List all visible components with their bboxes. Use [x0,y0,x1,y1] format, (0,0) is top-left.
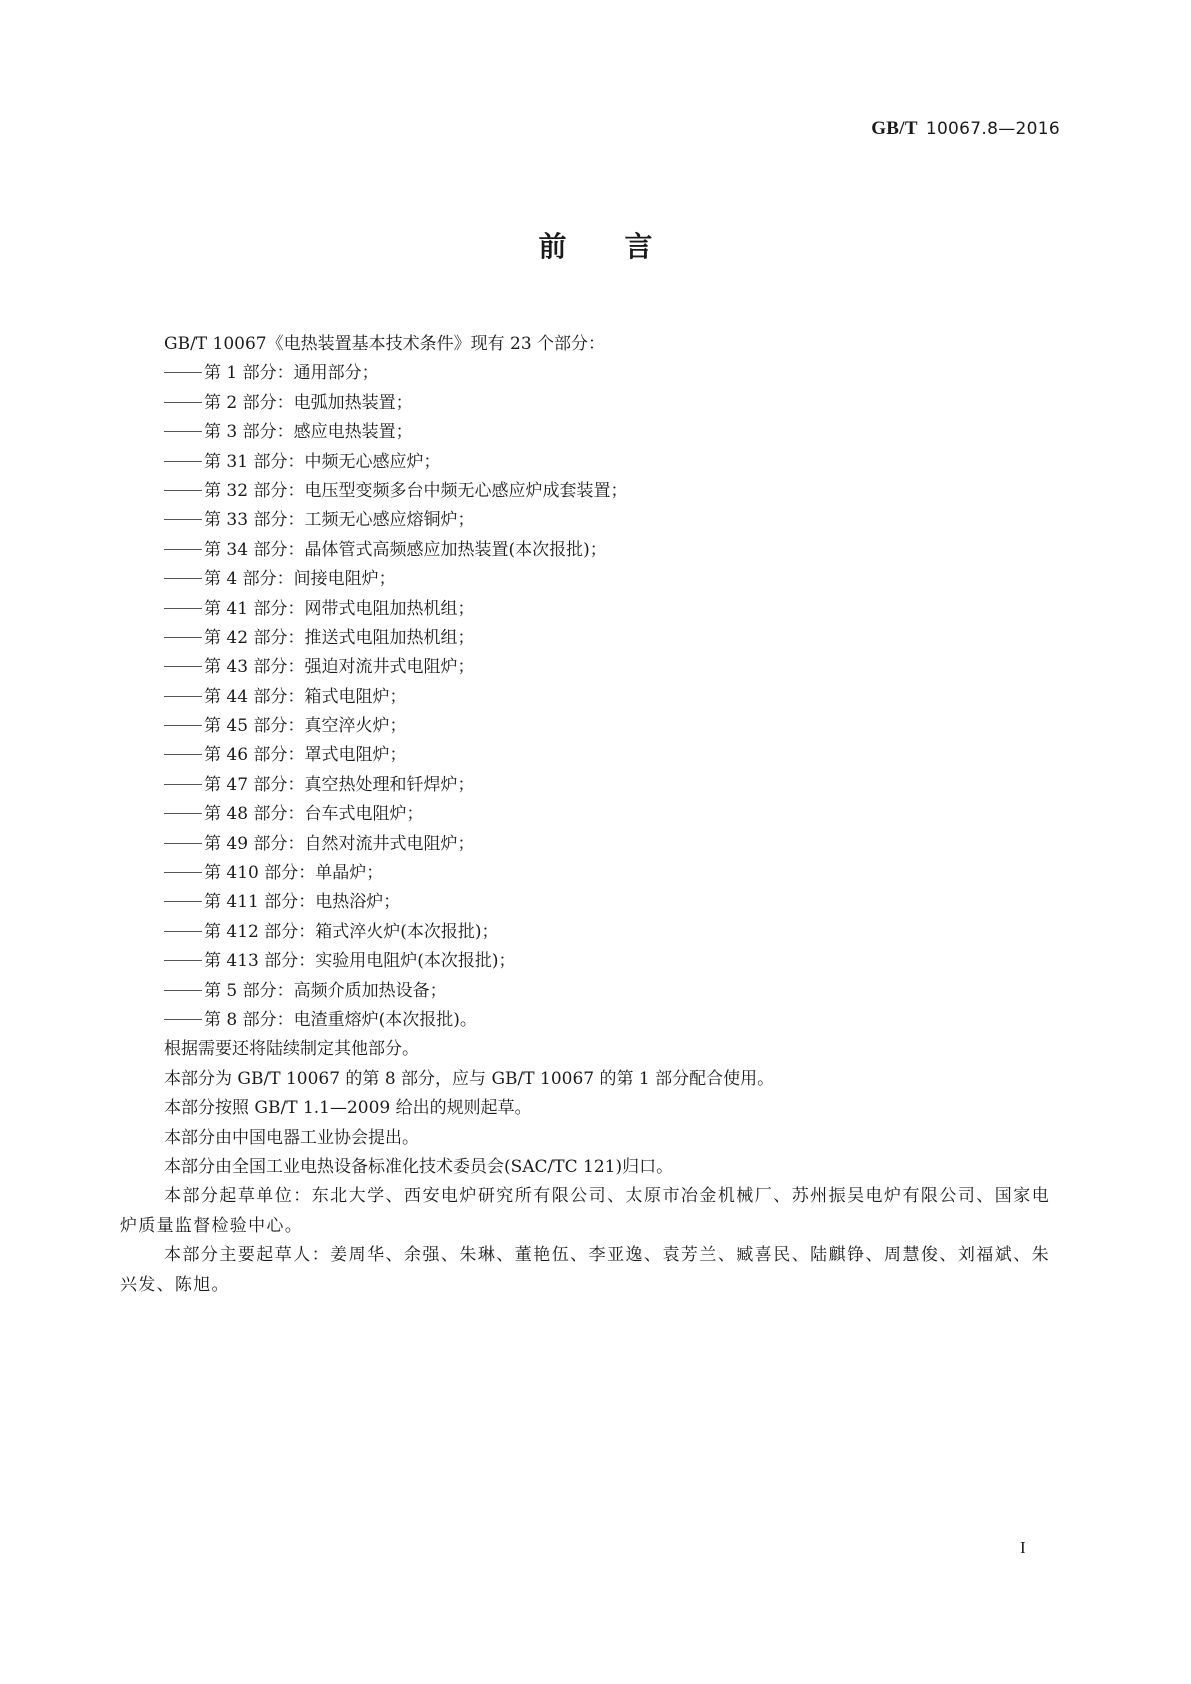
list-item: 第 5 部分：高频介质加热设备； [120,977,1050,1006]
paragraph-further-parts: 根据需要还将陆续制定其他部分。 [164,1039,419,1060]
dash-marker [164,461,202,462]
dash-marker [164,549,202,550]
paragraph-drafting-units: 本部分起草单位：东北大学、西安电炉研究所有限公司、太原市冶金机械厂、苏州振吴电炉有限公司、国家电炉质量监督检验中心。 [120,1186,1050,1236]
dash-marker [164,431,202,432]
list-item: 第 3 部分：感应电热装置； [120,418,1050,447]
dash-marker [164,813,202,814]
standard-prefix: GB/T [871,118,918,139]
list-item: 第 44 部分：箱式电阻炉； [120,683,1050,712]
dash-marker [164,872,202,873]
document-body [120,330,1050,1300]
title-char-1: 前 [538,230,567,263]
dash-marker [164,784,202,785]
dash-marker [164,402,202,403]
dash-marker [164,637,202,638]
list-item: 第 34 部分：晶体管式高频感应加热装置(本次报批)； [120,536,1050,565]
list-item: 第 31 部分：中频无心感应炉； [120,448,1050,477]
list-item: 第 47 部分：真空热处理和钎焊炉； [120,771,1050,800]
dash-marker [164,931,202,932]
dash-marker [164,372,202,373]
list-item: 第 412 部分：箱式淬火炉(本次报批)； [120,918,1050,947]
dash-marker [164,608,202,609]
page-number: I [1020,1538,1026,1557]
parts-list [120,359,1050,1035]
dash-marker [164,901,202,902]
list-item: 第 33 部分：工频无心感应熔铜炉； [120,506,1050,535]
list-item: 第 49 部分：自然对流井式电阻炉； [120,830,1050,859]
dash-marker [164,519,202,520]
dash-marker [164,960,202,961]
dash-marker [164,578,202,579]
dash-marker [164,666,202,667]
list-item: 第 43 部分：强迫对流井式电阻炉； [120,653,1050,682]
list-item: 第 410 部分：单晶炉； [120,859,1050,888]
standard-number: 10067.8—2016 [925,119,1060,139]
standard-code [871,118,1060,140]
list-item: 第 41 部分：网带式电阻加热机组； [120,595,1050,624]
list-item: 第 32 部分：电压型变频多台中频无心感应炉成套装置； [120,477,1050,506]
list-item: 第 46 部分：罩式电阻炉； [120,741,1050,770]
list-item: 第 1 部分：通用部分； [120,359,1050,388]
dash-marker [164,990,202,991]
list-item: 第 4 部分：间接电阻炉； [120,565,1050,594]
title-char-2: 言 [624,230,653,263]
dash-marker [164,725,202,726]
page-title [0,225,1191,265]
list-item: 第 48 部分：台车式电阻炉； [120,800,1050,829]
list-item: 第 8 部分：电渣重熔炉(本次报批)。 [120,1006,1050,1035]
dash-marker [164,1019,202,1020]
list-item: 第 45 部分：真空淬火炉； [120,712,1050,741]
paragraph-drafting-rules: 本部分按照 GB/T 1.1—2009 给出的规则起草。 [164,1098,532,1119]
paragraph-part-relation: 本部分为 GB/T 10067 的第 8 部分，应与 GB/T 10067 的第 1 部分配合使用。 [164,1068,775,1089]
list-item: 第 411 部分：电热浴炉； [120,888,1050,917]
paragraph-committee: 本部分由全国工业电热设备标准化技术委员会(SAC/TC 121)归口。 [164,1156,674,1177]
list-item: 第 42 部分：推送式电阻加热机组； [120,624,1050,653]
list-item: 第 413 部分：实验用电阻炉(本次报批)； [120,947,1050,976]
dash-marker [164,754,202,755]
intro-line: GB/T 10067《电热装置基本技术条件》现有 23 个部分： [164,334,606,354]
paragraph-proposer: 本部分由中国电器工业协会提出。 [164,1127,419,1148]
paragraph-drafters: 本部分主要起草人：姜周华、余强、朱琳、董艳伍、李亚逸、袁芳兰、臧喜民、陆麒铮、周慧俊、刘福斌、朱兴发、陈旭。 [120,1245,1050,1295]
dash-marker [164,843,202,844]
list-item: 第 2 部分：电弧加热装置； [120,389,1050,418]
dash-marker [164,490,202,491]
dash-marker [164,696,202,697]
